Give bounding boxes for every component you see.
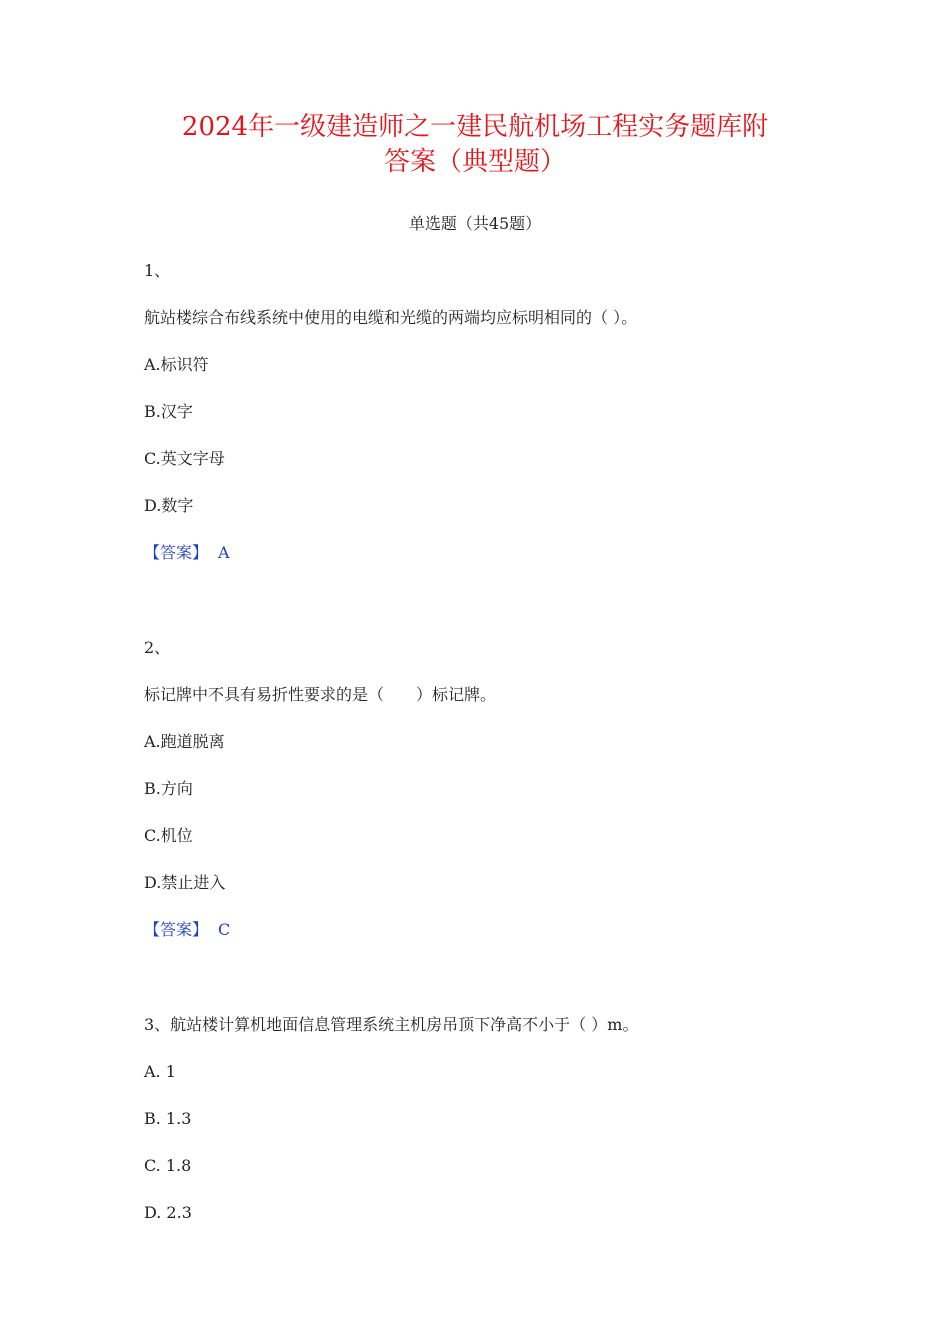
answer-value: C: [218, 920, 231, 939]
question-1-option-d: D.数字: [144, 496, 194, 515]
question-3-option-a: A. 1: [144, 1062, 176, 1081]
question-2-option-b: B.方向: [144, 779, 193, 798]
question-1-number: 1、: [144, 261, 171, 280]
question-3-stem: 3、航站楼计算机地面信息管理系统主机房吊顶下净高不小于（ ）m。: [144, 1015, 639, 1034]
answer-label: 【答案】: [144, 920, 209, 939]
question-1-stem: 航站楼综合布线系统中使用的电缆和光缆的两端均应标明相同的（ ）。: [144, 308, 638, 327]
section-heading: 单选题（共45题）: [408, 214, 542, 233]
document-title-line-1: 2024年一级建造师之一建民航机场工程实务题库附: [181, 112, 769, 142]
answer-label: 【答案】: [144, 543, 209, 562]
answer-value: A: [218, 543, 230, 562]
document-title-line-2: 答案（典型题）: [383, 147, 566, 177]
question-3-option-d: D. 2.3: [144, 1203, 192, 1222]
question-2-option-a: A.跑道脱离: [144, 732, 225, 751]
question-2-number: 2、: [144, 638, 171, 657]
question-3-option-b: B. 1.3: [144, 1109, 192, 1128]
question-1-answer: [144, 541, 230, 565]
question-3-option-c: C. 1.8: [144, 1156, 192, 1175]
question-1-option-c: C.英文字母: [144, 449, 225, 468]
question-2-answer: [144, 918, 230, 942]
question-2-option-d: D.禁止进入: [144, 873, 226, 892]
question-1-option-a: A.标识符: [144, 355, 209, 374]
question-1-option-b: B.汉字: [144, 402, 193, 421]
question-2-option-c: C.机位: [144, 826, 193, 845]
question-2-stem: 标记牌中不具有易折性要求的是（ ）标记牌。: [144, 685, 497, 704]
